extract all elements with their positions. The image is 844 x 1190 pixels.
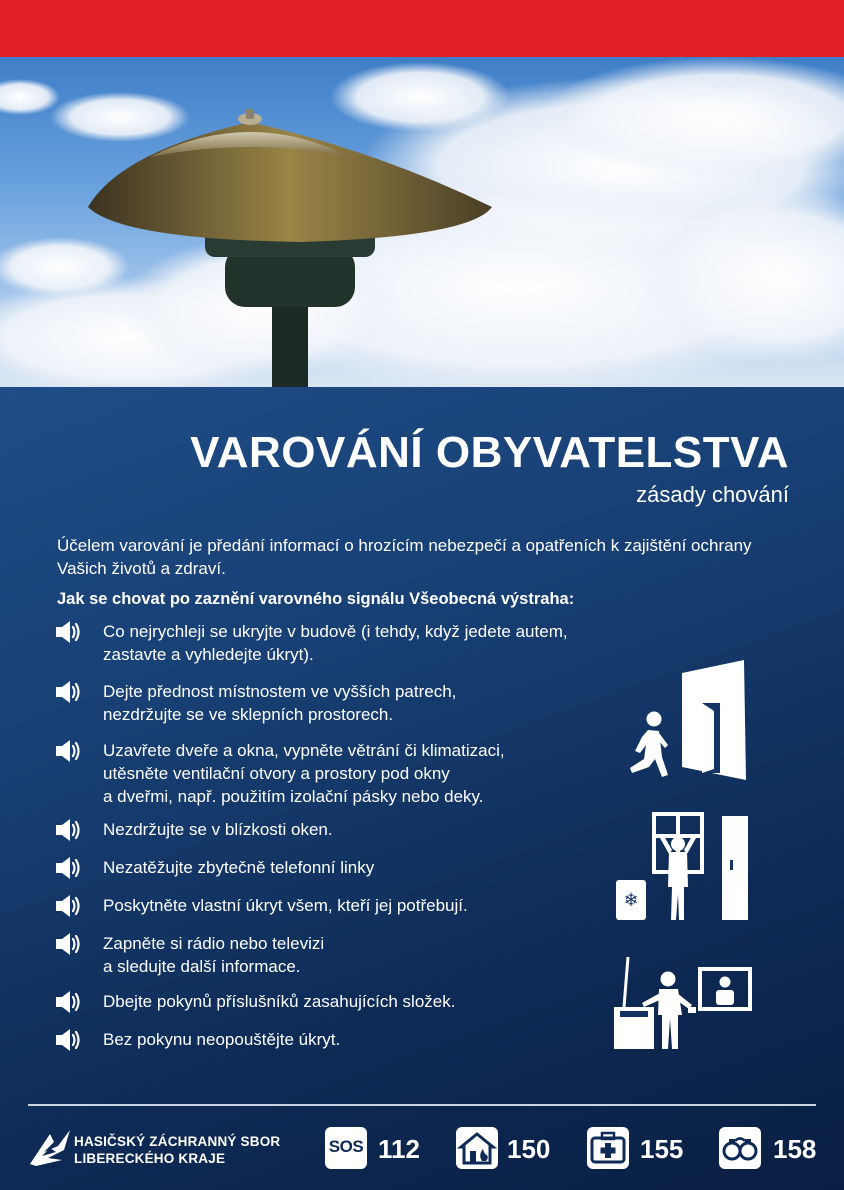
speaker-icon — [55, 932, 83, 956]
page-title: VAROVÁNÍ OBYVATELSTVA — [190, 428, 789, 477]
rule-text — [103, 739, 613, 808]
rule-text-line: a dveřmi, např. použitím izolační pásky nebo deky. — [103, 787, 484, 806]
rule-text-line: Dbejte pokynů příslušníků zasahujících složek. — [103, 992, 456, 1011]
speaker-icon — [55, 620, 83, 644]
rule-text — [103, 856, 613, 879]
rule-text — [103, 1028, 613, 1051]
svg-text:❄: ❄ — [623, 890, 639, 911]
speaker-icon — [55, 818, 83, 842]
speaker-icon — [55, 680, 83, 704]
rule-text — [103, 990, 613, 1013]
hero-photo-siren — [0, 57, 844, 387]
rule-text-line: a sledujte další informace. — [103, 957, 301, 976]
speaker-icon — [55, 739, 83, 763]
rule-text-line: Nezatěžujte zbytečně telefonní linky — [103, 858, 375, 877]
emergency-number-label: 112 — [378, 1134, 420, 1164]
first-aid-icon — [587, 1127, 629, 1169]
rule-text-line: nezdržujte se ve sklepních prostorech. — [103, 705, 394, 724]
handcuffs-icon — [719, 1127, 761, 1169]
speaker-icon — [55, 894, 83, 918]
emergency-number-label: 150 — [507, 1134, 551, 1164]
rule-text-line: Bez pokynu neopouštějte úkryt. — [103, 1030, 341, 1049]
emergency-number-label: 158 — [773, 1134, 817, 1164]
hzs-logo-icon — [28, 1128, 72, 1168]
rule-text — [103, 620, 613, 666]
rule-text — [103, 932, 613, 978]
rule-text — [103, 818, 613, 841]
rule-text-line: Uzavřete dveře a okna, vypněte větrání či klimatizaci, — [103, 741, 505, 760]
rule-text — [103, 680, 613, 726]
speaker-icon — [55, 990, 83, 1014]
speaker-icon — [55, 856, 83, 880]
instructions-heading: Jak se chovat po zaznění varovného signálu Všeobecná výstraha: — [57, 590, 575, 608]
emergency-number-label: 155 — [640, 1134, 684, 1164]
person-radio-tv-icon — [612, 955, 752, 1050]
rule-text-line: Co nejrychleji se ukryjte v budově (i tehdy, když jedete autem, — [103, 622, 568, 641]
page-subtitle: zásady chování — [636, 482, 789, 507]
rule-text-line: utěsněte ventilační otvory a prostory pod okny — [103, 764, 450, 783]
top-red-bar — [0, 0, 844, 57]
organization-name-line2: LIBERECKÉHO KRAJE — [74, 1151, 226, 1166]
fire-house-icon — [456, 1127, 498, 1169]
rule-text-line: Nezdržujte se v blízkosti oken. — [103, 820, 333, 839]
person-closing-window-icon — [614, 812, 754, 924]
person-entering-door-icon — [622, 655, 752, 785]
rule-text-line: zastavte a vyhledejte úkryt). — [103, 645, 314, 664]
rule-text-line: Zapněte si rádio nebo televizi — [103, 934, 325, 953]
intro-text: Účelem varování je předání informací o hrozícím nebezpečí a opatřeních k zajištění ochrany Vašich životů a zdraví. — [57, 536, 752, 578]
organization-name-line1: HASIČSKÝ ZÁCHRANNÝ SBOR — [74, 1134, 281, 1149]
speaker-icon — [55, 1028, 83, 1052]
footer-divider — [28, 1104, 816, 1106]
rule-text — [103, 894, 613, 917]
rule-text-line: Dejte přednost místnostem ve vyšších patrech, — [103, 682, 457, 701]
sos-icon: SOS — [325, 1127, 367, 1169]
rule-text-line: Poskytněte vlastní úkryt všem, kteří jej potřebují. — [103, 896, 468, 915]
